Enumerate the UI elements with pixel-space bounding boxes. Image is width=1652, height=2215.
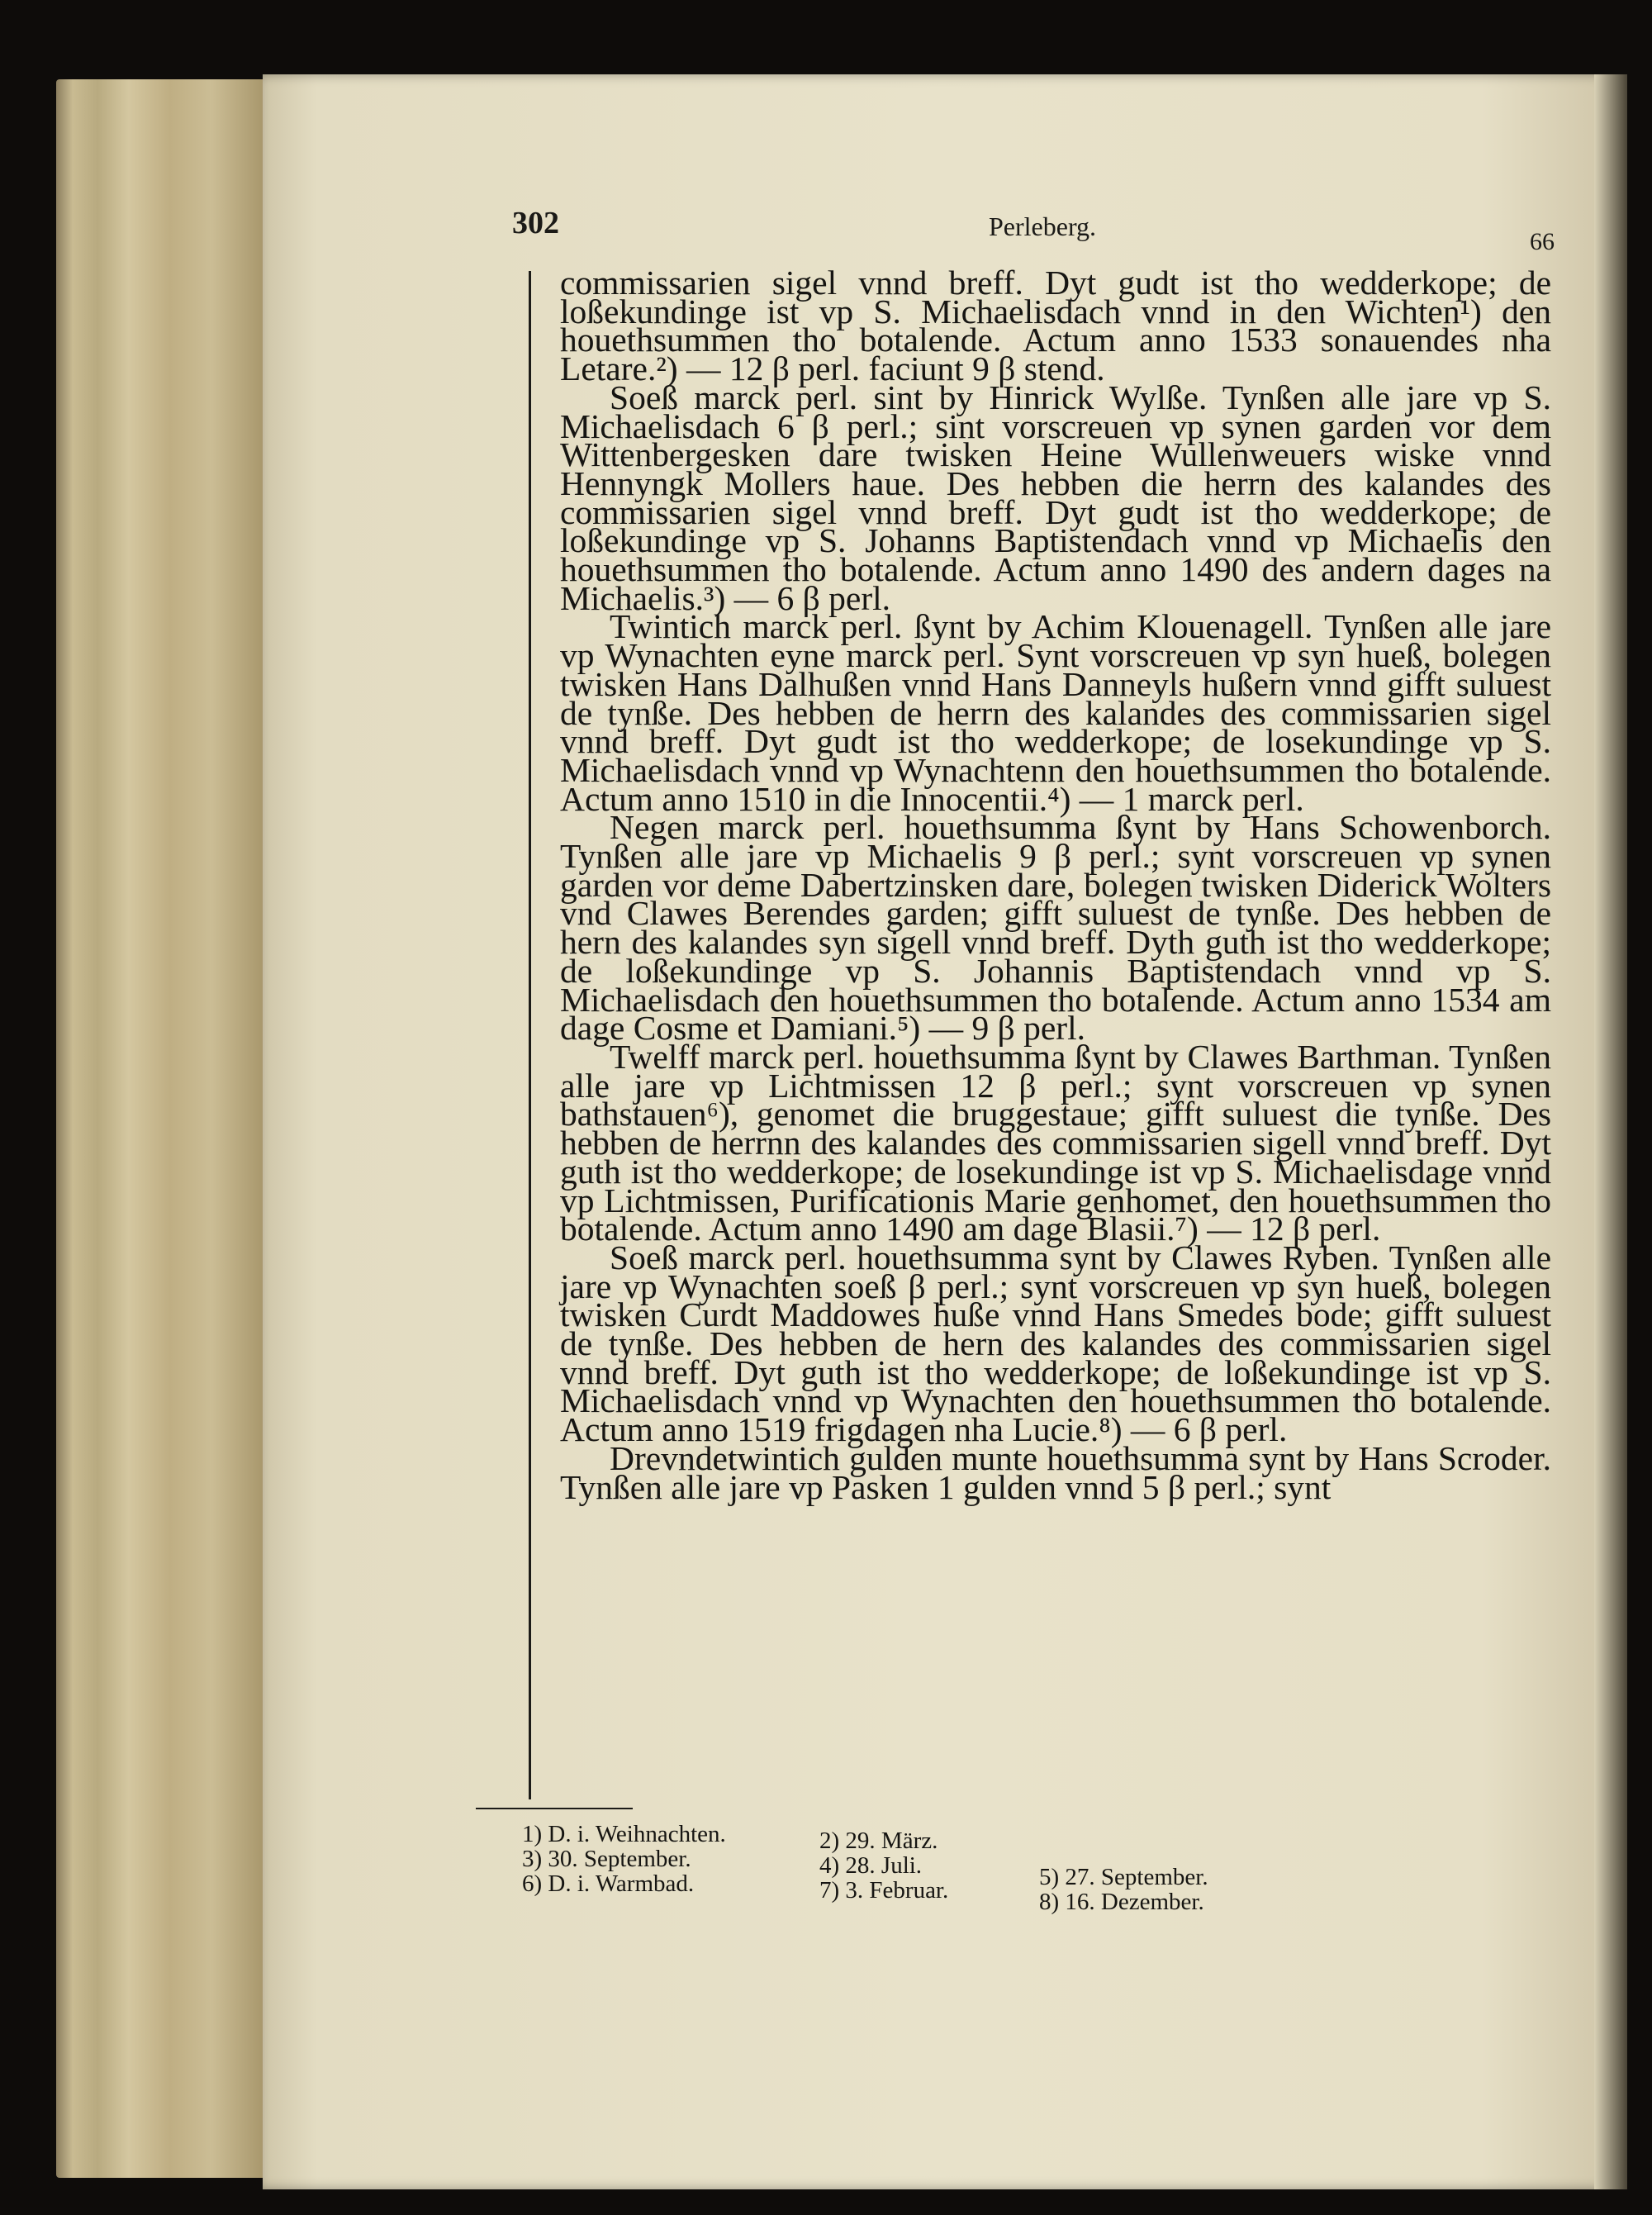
footnote: 8) 16. Dezember. <box>1039 1889 1204 1915</box>
page-number: 302 <box>512 206 559 240</box>
running-title: Perleberg. <box>989 212 1097 241</box>
paragraph: commissarien sigel vnnd breff. Dyt gudt ist tho wedderkope; de loßekundinge ist vp S. Michaelisdach vnnd in den Wichten¹) den houethsummen tho botalende. Actum anno 1533 sonauendes nha Letare.²) — 12 β perl. faciunt 9 β stend. <box>560 264 1551 388</box>
main-text <box>560 264 1551 1506</box>
page-gutter-shadow <box>1594 74 1627 2189</box>
footnote-rule <box>476 1808 633 1809</box>
footnote: 2) 29. März. <box>819 1828 938 1854</box>
paragraph: Soeß marck perl. sint by Hinrick Wylße. Tynßen alle jare vp S. Michaelisdach 6 β perl.; sint vorscreuen vp synen garden vor dem Wittenbergesken dare twisken Heine Wullenweuers wiske vnnd Hennyngk Mollers haue. Des hebben die herrn des kalandes des commissarien sigel vnnd breff. Dyt gudt ist tho wedderkope; de loßekundinge vp S. Johanns Baptistendach vnnd vp Michaelis den houethsummen tho botalende. Actum anno 1490 des andern dages na Michaelis.³) — 6 β perl. <box>560 378 1551 617</box>
footnote: 6) D. i. Warmbad. <box>522 1870 695 1897</box>
paragraph: Twintich marck perl. ßynt by Achim Klouenagell. Tynßen alle jare vp Wynachten eyne marck perl. Synt vorscreuen vp syn hueß, bolegen twisken Hans Dalhußen vnnd Hans Danneyls hußern vnnd gifft suluest de tynße. Des hebben de herrn des kalandes des commissarien sigel vnnd breff. Dyt gudt ist tho wedderkope; de losekundinge vp S. Michaelisdach vnnd vp Wynachtenn den houethsummen tho botalende. Actum anno 1510 in die Innocentii.⁴) — 1 marck perl. <box>560 607 1551 818</box>
book-page-edges <box>56 79 263 2178</box>
footnote: 1) D. i. Weihnachten. <box>522 1821 726 1847</box>
footnote: 5) 27. September. <box>1039 1864 1208 1890</box>
paragraph: Drevndetwintich gulden munte houethsumma synt by Hans Scroder. Tynßen alle jare vp Pasken 1 gulden vnnd 5 β perl.; synt <box>560 1438 1551 1506</box>
folio-mark: 66 <box>1530 228 1555 255</box>
paragraph: Twelff marck perl. houethsumma ßynt by Clawes Barthman. Tynßen alle jare vp Lichtmissen 12 β perl.; synt vorscreuen vp synen bathstauen⁶), genomet die bruggestaue; gifft suluest die tynße. Des hebben de herrnn des kalandes des commissarien sigell vnnd breff. Dyt guth ist tho wedderkope; de losekundinge ist vp S. Michaelisdage vnnd vp Lichtmissen, Purificationis Marie genhomet, den houethsummen tho botalende. Actum anno 1490 am dage Blasii.⁷) — 12 β perl. <box>560 1037 1551 1248</box>
page-header <box>512 205 1578 254</box>
paragraph: Negen marck perl. houethsumma ßynt by Hans Schowenborch. Tynßen alle jare vp Michaelis 9 β perl.; synt vorscreuen vp synen garden vor deme Dabertzinsken dare, bolegen twisken Diderick Wolters vnd Clawes Berendes garden; gifft suluest de tynße. Des hebben de hern des kalandes syn sigell vnnd breff. Dyth guth ist tho wedderkope; de loßekundinge vp S. Johannis Baptistendach vnnd vp S. Michaelisdach den houethsummen tho botalende. Actum anno 1534 am dage Cosme et Damiani.⁵) — 9 β perl. <box>560 808 1551 1048</box>
footnote: 7) 3. Februar. <box>819 1877 949 1904</box>
footnotes <box>522 1822 1348 1921</box>
footnote: 4) 28. Juli. <box>819 1852 923 1879</box>
margin-rule <box>529 271 531 1799</box>
paragraph: Soeß marck perl. houethsumma synt by Clawes Ryben. Tynßen alle jare vp Wynachten soeß β perl.; synt vorscreuen vp syn hueß, bolegen twisken Curdt Maddowes huße vnnd Hans Smedes bode; gifft suluest de tynße. Des hebben de hern des kalandes des commissarien sigel vnnd breff. Dyt guth ist tho wedderkope; de loßekundinge ist vp S. Michaelisdach vnnd vp Wynachten den houethsummen tho botalende. Actum anno 1519 frigdagen nha Lucie.⁸) — 6 β perl. <box>560 1238 1551 1449</box>
footnote: 3) 30. September. <box>522 1846 691 1872</box>
